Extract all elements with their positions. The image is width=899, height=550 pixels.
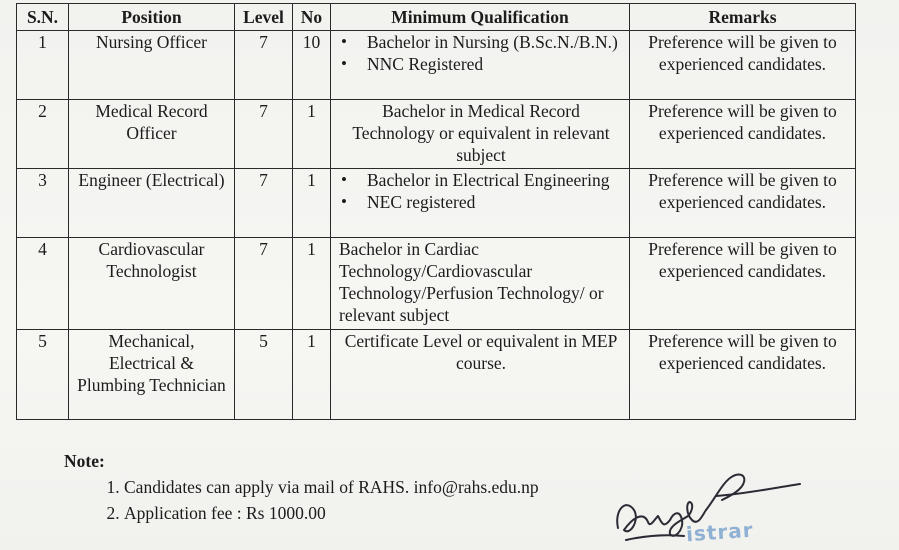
cell-qualification bbox=[331, 31, 630, 100]
cell-sn: 1 bbox=[17, 31, 69, 100]
cell-remarks: Preference will be given to experienced candidates. bbox=[630, 169, 856, 238]
header-position: Position bbox=[69, 4, 235, 31]
vacancy-table bbox=[16, 3, 856, 420]
cell-position: Nursing Officer bbox=[69, 31, 235, 100]
table-row bbox=[17, 100, 856, 169]
cell-remarks: Preference will be given to experienced candidates. bbox=[630, 100, 856, 169]
note-list bbox=[64, 476, 539, 524]
header-sn: S.N. bbox=[17, 4, 69, 31]
header-qualification: Minimum Qualification bbox=[331, 4, 630, 31]
cell-sn: 5 bbox=[17, 330, 69, 420]
cell-remarks: Preference will be given to experienced candidates. bbox=[630, 31, 856, 100]
note-section bbox=[64, 450, 539, 528]
header-remarks: Remarks bbox=[630, 4, 856, 31]
cell-sn: 4 bbox=[17, 238, 69, 330]
cell-position: Medical Record Officer bbox=[69, 100, 235, 169]
cell-no: 1 bbox=[293, 169, 331, 238]
stamp-text: istrar bbox=[685, 517, 755, 547]
header-no: No bbox=[293, 4, 331, 31]
table-row bbox=[17, 169, 856, 238]
cell-remarks: Preference will be given to experienced candidates. bbox=[630, 238, 856, 330]
cell-no: 10 bbox=[293, 31, 331, 100]
cell-qualification: Bachelor in Cardiac Technology/Cardiovascular Technology/Perfusion Technology/ or relevant subject bbox=[331, 238, 630, 330]
cell-no: 1 bbox=[293, 100, 331, 169]
qualification-item: • Bachelor in Nursing (B.Sc.N./B.N.) bbox=[339, 31, 623, 53]
note-item: 1. Candidates can apply via mail of RAHS. info@rahs.edu.np bbox=[124, 476, 539, 498]
cell-position: Engineer (Electrical) bbox=[69, 169, 235, 238]
cell-level: 7 bbox=[235, 238, 293, 330]
cell-sn: 3 bbox=[17, 169, 69, 238]
cell-qualification: Certificate Level or equivalent in MEP course. bbox=[331, 330, 630, 420]
qualification-item: • Bachelor in Electrical Engineering bbox=[339, 169, 623, 191]
cell-level: 7 bbox=[235, 100, 293, 169]
note-item: 2. Application fee : Rs 1000.00 bbox=[124, 502, 539, 524]
qualification-item: • NEC registered bbox=[339, 191, 623, 213]
note-title: Note: bbox=[64, 451, 105, 471]
cell-qualification bbox=[331, 169, 630, 238]
cell-level: 7 bbox=[235, 31, 293, 100]
table-header-row bbox=[17, 4, 856, 31]
cell-level: 5 bbox=[235, 330, 293, 420]
table-row bbox=[17, 238, 856, 330]
cell-sn: 2 bbox=[17, 100, 69, 169]
qualification-list bbox=[339, 169, 623, 213]
cell-position: Cardiovascular Technologist bbox=[69, 238, 235, 330]
table-row bbox=[17, 31, 856, 100]
cell-qualification: Bachelor in Medical Record Technology or equivalent in relevant subject bbox=[331, 100, 630, 169]
qualification-list bbox=[339, 31, 623, 75]
qualification-item: • NNC Registered bbox=[339, 53, 623, 75]
table-row bbox=[17, 330, 856, 420]
cell-level: 7 bbox=[235, 169, 293, 238]
header-level: Level bbox=[235, 4, 293, 31]
cell-no: 1 bbox=[293, 330, 331, 420]
cell-no: 1 bbox=[293, 238, 331, 330]
cell-remarks: Preference will be given to experienced candidates. bbox=[630, 330, 856, 420]
cell-position: Mechanical, Electrical & Plumbing Technician bbox=[69, 330, 235, 420]
